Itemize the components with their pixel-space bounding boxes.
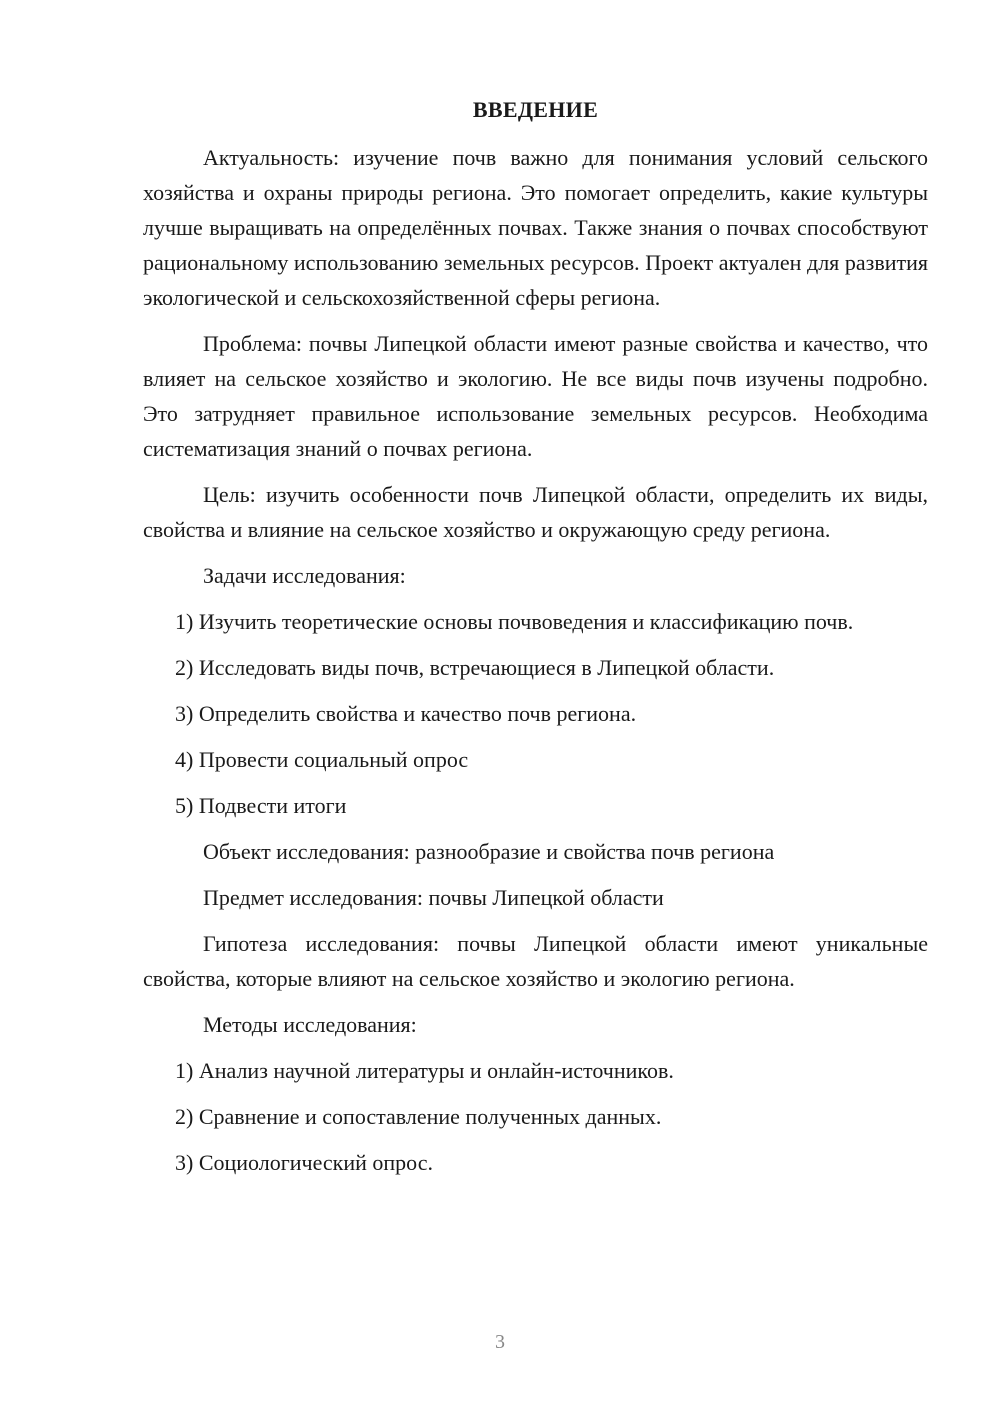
- research-object: Объект исследования: разнообразие и свойства почв региона: [203, 839, 775, 864]
- page-number: 3: [495, 1331, 505, 1353]
- task-item: 2) Исследовать виды почв, встречающиеся в Липецкой области.: [175, 655, 775, 680]
- problem-paragraph: Проблема: почвы Липецкой области имеют разные свойства и качество, что влияет на сельское хозяйство и экологию. Не все виды почв изучены подробно. Это затрудняет правильное использование земельных ресурсов. Необходима систематизация знаний о почвах региона.: [143, 331, 928, 461]
- method-item: 2) Сравнение и сопоставление полученных данных.: [175, 1104, 662, 1129]
- research-subject: Предмет исследования: почвы Липецкой области: [203, 885, 664, 910]
- task-item: 5) Подвести итоги: [175, 793, 347, 818]
- method-item: 1) Анализ научной литературы и онлайн-источников.: [175, 1058, 674, 1083]
- tasks-label: Задачи исследования:: [203, 563, 406, 588]
- methods-label: Методы исследования:: [203, 1012, 417, 1037]
- hypothesis-paragraph: Гипотеза исследования: почвы Липецкой области имеют уникальные свойства, которые влияют на сельское хозяйство и экологию региона.: [143, 931, 928, 991]
- task-item: 3) Определить свойства и качество почв региона.: [175, 701, 637, 726]
- relevance-paragraph: Актуальность: изучение почв важно для понимания условий сельского хозяйства и охраны природы региона. Это помогает определить, какие культуры лучше выращивать на определённых почвах. Также знания о почвах способствуют рациональному использованию земельных ресурсов. Проект актуален для развития экологической и сельскохозяйственной сферы региона.: [143, 145, 928, 310]
- document-page: [143, 92, 928, 1191]
- section-title: ВВЕДЕНИЕ: [472, 97, 599, 122]
- method-item: 3) Социологический опрос.: [175, 1150, 433, 1175]
- goal-paragraph: Цель: изучить особенности почв Липецкой области, определить их виды, свойства и влияние на сельское хозяйство и окружающую среду региона.: [143, 482, 928, 542]
- task-item: 1) Изучить теоретические основы почвоведения и классификацию почв.: [175, 609, 854, 634]
- task-item: 4) Провести социальный опрос: [175, 747, 469, 772]
